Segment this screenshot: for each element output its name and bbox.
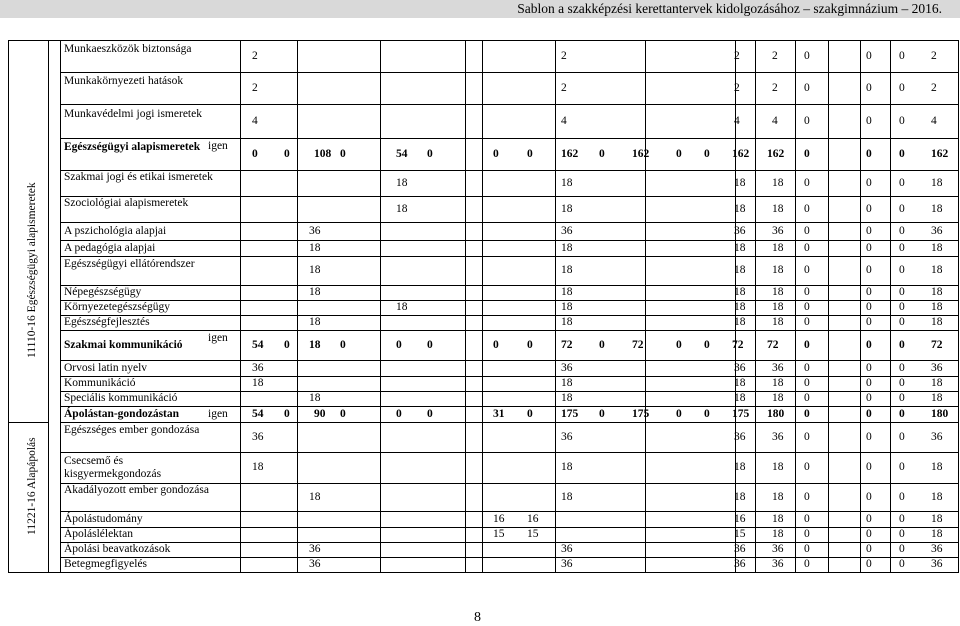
cell-value: 18 [772, 461, 784, 473]
grid-line [890, 40, 891, 573]
cell-value: 72 [632, 338, 644, 351]
row-label: Ápoláslélektan [64, 528, 133, 540]
grid-line [465, 40, 466, 573]
cell-value: 18 [772, 286, 784, 298]
cell-value: 0 [866, 461, 872, 473]
row-label: Munkakörnyezeti hatások [64, 75, 184, 87]
cell-value: 0 [866, 392, 872, 404]
cell-value: 18 [931, 202, 943, 215]
cell-value: 0 [866, 301, 872, 313]
cell-value: 36 [309, 543, 321, 555]
cell-value: 36 [734, 224, 746, 237]
cell-value: 0 [899, 114, 905, 127]
cell-value: 2 [561, 81, 567, 94]
cell-value: 18 [734, 286, 746, 298]
cell-value: 36 [931, 543, 943, 555]
page-header [0, 0, 960, 18]
cell-value: 0 [676, 407, 682, 420]
cell-value: 0 [899, 461, 905, 473]
cell-value: 18 [772, 512, 784, 525]
cell-value: 18 [252, 461, 264, 473]
cell-value: 72 [931, 338, 943, 351]
cell-value: 0 [804, 224, 810, 237]
cell-value: 162 [561, 147, 579, 160]
cell-value: 36 [772, 430, 784, 443]
cell-value: 162 [767, 147, 785, 160]
row-label: Népegészségügy [64, 286, 142, 298]
cell-value: 18 [931, 241, 943, 254]
igen-marker: igen [208, 140, 228, 152]
cell-value: 18 [396, 202, 408, 215]
cell-value: 36 [931, 430, 943, 443]
cell-value: 16 [734, 512, 746, 525]
cell-value: 0 [899, 241, 905, 254]
cell-value: 36 [772, 361, 784, 374]
cell-value: 36 [734, 361, 746, 374]
cell-value: 0 [804, 528, 810, 540]
cell-value: 54 [252, 338, 264, 351]
row-label: Csecsemő és kisgyermekgondozás [64, 454, 162, 480]
side-label-upper: 11110-16 Egészségügyi alapismeretek [26, 182, 38, 358]
cell-value: 15 [734, 528, 746, 540]
cell-value: 18 [734, 301, 746, 313]
cell-value: 18 [931, 528, 943, 540]
cell-value: 18 [309, 264, 321, 276]
cell-value: 36 [772, 558, 784, 570]
row-label: Szociológiai alapismeretek [64, 197, 189, 209]
cell-value: 0 [899, 528, 905, 540]
cell-value: 36 [734, 558, 746, 570]
grid-line [795, 40, 796, 573]
cell-value: 36 [772, 543, 784, 555]
cell-value: 0 [804, 49, 810, 62]
grid-line [8, 422, 48, 423]
cell-value: 18 [309, 392, 321, 404]
cell-value: 0 [804, 377, 810, 389]
cell-value: 0 [866, 528, 872, 540]
grid-line [482, 40, 483, 573]
cell-value: 72 [732, 338, 744, 351]
cell-value: 0 [676, 147, 682, 160]
side-label-lower: 11221-16 Alapápolás [26, 437, 38, 535]
cell-value: 36 [931, 361, 943, 374]
cell-value: 18 [309, 286, 321, 298]
cell-value: 36 [561, 224, 573, 237]
cell-value: 0 [284, 407, 290, 420]
cell-value: 36 [252, 430, 264, 443]
cell-value: 162 [632, 147, 650, 160]
igen-marker: igen [208, 332, 228, 344]
cell-value: 108 [314, 147, 332, 160]
cell-value: 0 [866, 224, 872, 237]
cell-value: 175 [732, 407, 750, 420]
cell-value: 0 [866, 49, 872, 62]
cell-value: 18 [309, 338, 321, 351]
cell-value: 0 [866, 558, 872, 570]
grid-line [60, 40, 61, 573]
cell-value: 18 [931, 176, 943, 189]
cell-value: 0 [899, 301, 905, 313]
row-label: Szakmai kommunikáció [64, 338, 183, 351]
cell-value: 18 [931, 392, 943, 404]
grid-line [958, 40, 959, 573]
cell-value: 0 [427, 407, 433, 420]
cell-value: 18 [561, 461, 573, 473]
cell-value: 0 [866, 512, 872, 525]
cell-value: 0 [704, 338, 710, 351]
grid-line [60, 452, 958, 453]
cell-value: 18 [309, 316, 321, 328]
cell-value: 18 [931, 461, 943, 473]
cell-value: 0 [866, 264, 872, 276]
cell-value: 18 [561, 392, 573, 404]
cell-value: 0 [899, 176, 905, 189]
cell-value: 18 [931, 512, 943, 525]
row-label: Kommunikáció [64, 377, 136, 389]
row-label: Akadályozott ember gondozása [64, 484, 209, 496]
cell-value: 0 [899, 202, 905, 215]
cell-value: 0 [252, 147, 258, 160]
cell-value: 18 [309, 241, 321, 254]
cell-value: 180 [767, 407, 785, 420]
cell-value: 0 [284, 338, 290, 351]
grid-line [60, 138, 958, 139]
grid-line [755, 40, 756, 573]
row-label: Egészségügyi alapismeretek [64, 141, 201, 153]
cell-value: 0 [804, 316, 810, 328]
cell-value: 180 [931, 407, 949, 420]
cell-value: 0 [804, 543, 810, 555]
cell-value: 0 [804, 241, 810, 254]
cell-value: 2 [252, 49, 258, 62]
cell-value: 0 [804, 176, 810, 189]
cell-value: 0 [866, 241, 872, 254]
cell-value: 18 [931, 264, 943, 276]
grid-line [60, 330, 958, 331]
cell-value: 0 [866, 543, 872, 555]
cell-value: 54 [396, 147, 408, 160]
cell-value: 18 [734, 461, 746, 473]
grid-line [8, 40, 9, 573]
cell-value: 0 [899, 147, 905, 160]
cell-value: 0 [899, 543, 905, 555]
row-label: Egészségfejlesztés [64, 316, 150, 328]
cell-value: 0 [899, 558, 905, 570]
cell-value: 0 [866, 361, 872, 374]
grid-line [645, 40, 646, 573]
cell-value: 2 [772, 81, 778, 94]
cell-value: 0 [527, 407, 533, 420]
row-label: Betegmegfigyelés [64, 558, 148, 570]
cell-value: 18 [772, 316, 784, 328]
cell-value: 0 [866, 286, 872, 298]
cell-value: 0 [527, 147, 533, 160]
grid-line [60, 222, 958, 223]
cell-value: 18 [561, 490, 573, 503]
cell-value: 0 [804, 512, 810, 525]
cell-value: 18 [772, 202, 784, 215]
cell-value: 0 [899, 490, 905, 503]
cell-value: 4 [931, 114, 937, 127]
cell-value: 18 [772, 301, 784, 313]
cell-value: 0 [866, 176, 872, 189]
cell-value: 16 [527, 512, 539, 525]
cell-value: 0 [899, 338, 905, 351]
cell-value: 0 [804, 461, 810, 473]
cell-value: 0 [599, 147, 605, 160]
cell-value: 162 [732, 147, 750, 160]
cell-value: 0 [899, 224, 905, 237]
cell-value: 16 [493, 512, 505, 525]
cell-value: 0 [284, 147, 290, 160]
cell-value: 0 [804, 430, 810, 443]
cell-value: 36 [561, 361, 573, 374]
grid-line [60, 422, 958, 423]
cell-value: 0 [866, 81, 872, 94]
cell-value: 2 [772, 49, 778, 62]
cell-value: 0 [866, 430, 872, 443]
grid-line [48, 40, 49, 573]
cell-value: 18 [772, 241, 784, 254]
grid-line [240, 40, 241, 573]
cell-value: 18 [734, 176, 746, 189]
cell-value: 0 [804, 338, 810, 351]
cell-value: 0 [599, 338, 605, 351]
cell-value: 0 [866, 202, 872, 215]
cell-value: 18 [772, 392, 784, 404]
cell-value: 18 [309, 490, 321, 503]
cell-value: 36 [252, 361, 264, 374]
cell-value: 2 [734, 49, 740, 62]
grid-line [297, 40, 298, 573]
cell-value: 0 [804, 392, 810, 404]
cell-value: 18 [561, 202, 573, 215]
cell-value: 0 [866, 114, 872, 127]
row-label: Munkaeszközök biztonsága [64, 43, 192, 55]
cell-value: 0 [899, 392, 905, 404]
cell-value: 0 [340, 147, 346, 160]
cell-value: 0 [804, 301, 810, 313]
cell-value: 162 [931, 147, 949, 160]
cell-value: 0 [804, 202, 810, 215]
cell-value: 36 [931, 558, 943, 570]
cell-value: 175 [561, 407, 579, 420]
cell-value: 0 [899, 49, 905, 62]
cell-value: 0 [866, 377, 872, 389]
cell-value: 0 [396, 407, 402, 420]
cell-value: 0 [804, 81, 810, 94]
cell-value: 0 [899, 264, 905, 276]
cell-value: 0 [396, 338, 402, 351]
cell-value: 0 [493, 147, 499, 160]
cell-value: 18 [561, 316, 573, 328]
cell-value: 0 [427, 147, 433, 160]
cell-value: 0 [899, 377, 905, 389]
cell-value: 4 [561, 114, 567, 127]
cell-value: 0 [899, 430, 905, 443]
cell-value: 36 [309, 224, 321, 237]
cell-value: 2 [931, 49, 937, 62]
row-label: Ápolástan-gondozástan [64, 407, 180, 420]
cell-value: 18 [396, 176, 408, 189]
cell-value: 18 [252, 377, 264, 389]
row-label: Egészségügyi ellátórendszer [64, 257, 195, 270]
cell-value: 18 [734, 490, 746, 503]
cell-value: 18 [561, 301, 573, 313]
igen-marker: igen [208, 408, 228, 420]
cell-value: 36 [561, 430, 573, 443]
cell-value: 18 [734, 316, 746, 328]
grid-line [380, 40, 381, 573]
cell-value: 36 [931, 224, 943, 237]
grid-line [860, 40, 861, 573]
cell-value: 72 [767, 338, 779, 351]
row-label: Egészséges ember gondozása [64, 424, 200, 436]
cell-value: 18 [734, 264, 746, 276]
cell-value: 0 [899, 407, 905, 420]
cell-value: 4 [252, 114, 258, 127]
cell-value: 0 [804, 407, 810, 420]
cell-value: 0 [599, 407, 605, 420]
cell-value: 0 [493, 338, 499, 351]
cell-value: 0 [899, 316, 905, 328]
grid-line [60, 40, 958, 41]
cell-value: 90 [314, 407, 326, 420]
grid-line [828, 40, 829, 573]
cell-value: 18 [734, 241, 746, 254]
cell-value: 18 [734, 392, 746, 404]
row-label: Környezetegészségügy [64, 301, 171, 313]
cell-value: 18 [931, 301, 943, 313]
cell-value: 0 [427, 338, 433, 351]
page-number: 8 [474, 610, 481, 625]
row-label: Orvosi latin nyelv [64, 361, 148, 374]
cell-value: 18 [561, 264, 573, 276]
cell-value: 0 [676, 338, 682, 351]
row-label: A pedagógia alapjai [64, 241, 156, 254]
row-label: Ápolási beavatkozások [64, 543, 171, 555]
cell-value: 0 [804, 490, 810, 503]
cell-value: 0 [866, 338, 872, 351]
cell-value: 18 [772, 264, 784, 276]
cell-value: 0 [899, 512, 905, 525]
cell-value: 36 [309, 558, 321, 570]
grid-line [8, 572, 958, 573]
grid-line [555, 40, 556, 573]
cell-value: 0 [866, 316, 872, 328]
cell-value: 36 [734, 543, 746, 555]
cell-value: 18 [772, 528, 784, 540]
cell-value: 18 [561, 377, 573, 389]
row-label: Munkavédelmi jogi ismeretek [64, 108, 202, 120]
cell-value: 0 [804, 361, 810, 374]
cell-value: 2 [561, 49, 567, 62]
cell-value: 4 [772, 114, 778, 127]
cell-value: 0 [340, 338, 346, 351]
cell-value: 0 [899, 361, 905, 374]
cell-value: 31 [493, 407, 505, 420]
row-label: Szakmai jogi és etikai ismeretek [64, 171, 213, 183]
cell-value: 18 [772, 176, 784, 189]
cell-value: 0 [804, 558, 810, 570]
cell-value: 0 [899, 286, 905, 298]
cell-value: 2 [931, 81, 937, 94]
row-label: A pszichológia alapjai [64, 224, 167, 237]
cell-value: 0 [899, 81, 905, 94]
cell-value: 15 [527, 528, 539, 540]
cell-value: 0 [704, 147, 710, 160]
cell-value: 0 [804, 147, 810, 160]
cell-value: 0 [704, 407, 710, 420]
cell-value: 36 [734, 430, 746, 443]
cell-value: 18 [561, 286, 573, 298]
cell-value: 36 [772, 224, 784, 237]
cell-value: 72 [561, 338, 573, 351]
cell-value: 36 [561, 558, 573, 570]
cell-value: 0 [866, 407, 872, 420]
grid-line [60, 72, 958, 73]
cell-value: 18 [734, 202, 746, 215]
cell-value: 54 [252, 407, 264, 420]
cell-value: 18 [561, 176, 573, 189]
cell-value: 18 [931, 377, 943, 389]
cell-value: 0 [866, 490, 872, 503]
header-title: Sablon a szakképzési kerettantervek kidolgozásához – szakgimnázium – 2016. [517, 1, 942, 16]
cell-value: 18 [734, 377, 746, 389]
cell-value: 0 [804, 114, 810, 127]
cell-value: 0 [866, 147, 872, 160]
cell-value: 0 [804, 286, 810, 298]
cell-value: 18 [561, 241, 573, 254]
cell-value: 18 [396, 301, 408, 313]
row-label: Ápolástudomány [64, 512, 143, 525]
cell-value: 36 [561, 543, 573, 555]
cell-value: 0 [804, 264, 810, 276]
cell-value: 2 [252, 81, 258, 94]
cell-value: 4 [734, 114, 740, 127]
cell-value: 18 [931, 286, 943, 298]
cell-value: 0 [340, 407, 346, 420]
grid-line [60, 104, 958, 105]
cell-value: 175 [632, 407, 650, 420]
row-label: Speciális kommunikáció [64, 392, 178, 404]
cell-value: 18 [772, 377, 784, 389]
cell-value: 0 [527, 338, 533, 351]
cell-value: 18 [772, 490, 784, 503]
cell-value: 18 [931, 490, 943, 503]
cell-value: 15 [493, 528, 505, 540]
cell-value: 2 [734, 81, 740, 94]
cell-value: 18 [931, 316, 943, 328]
